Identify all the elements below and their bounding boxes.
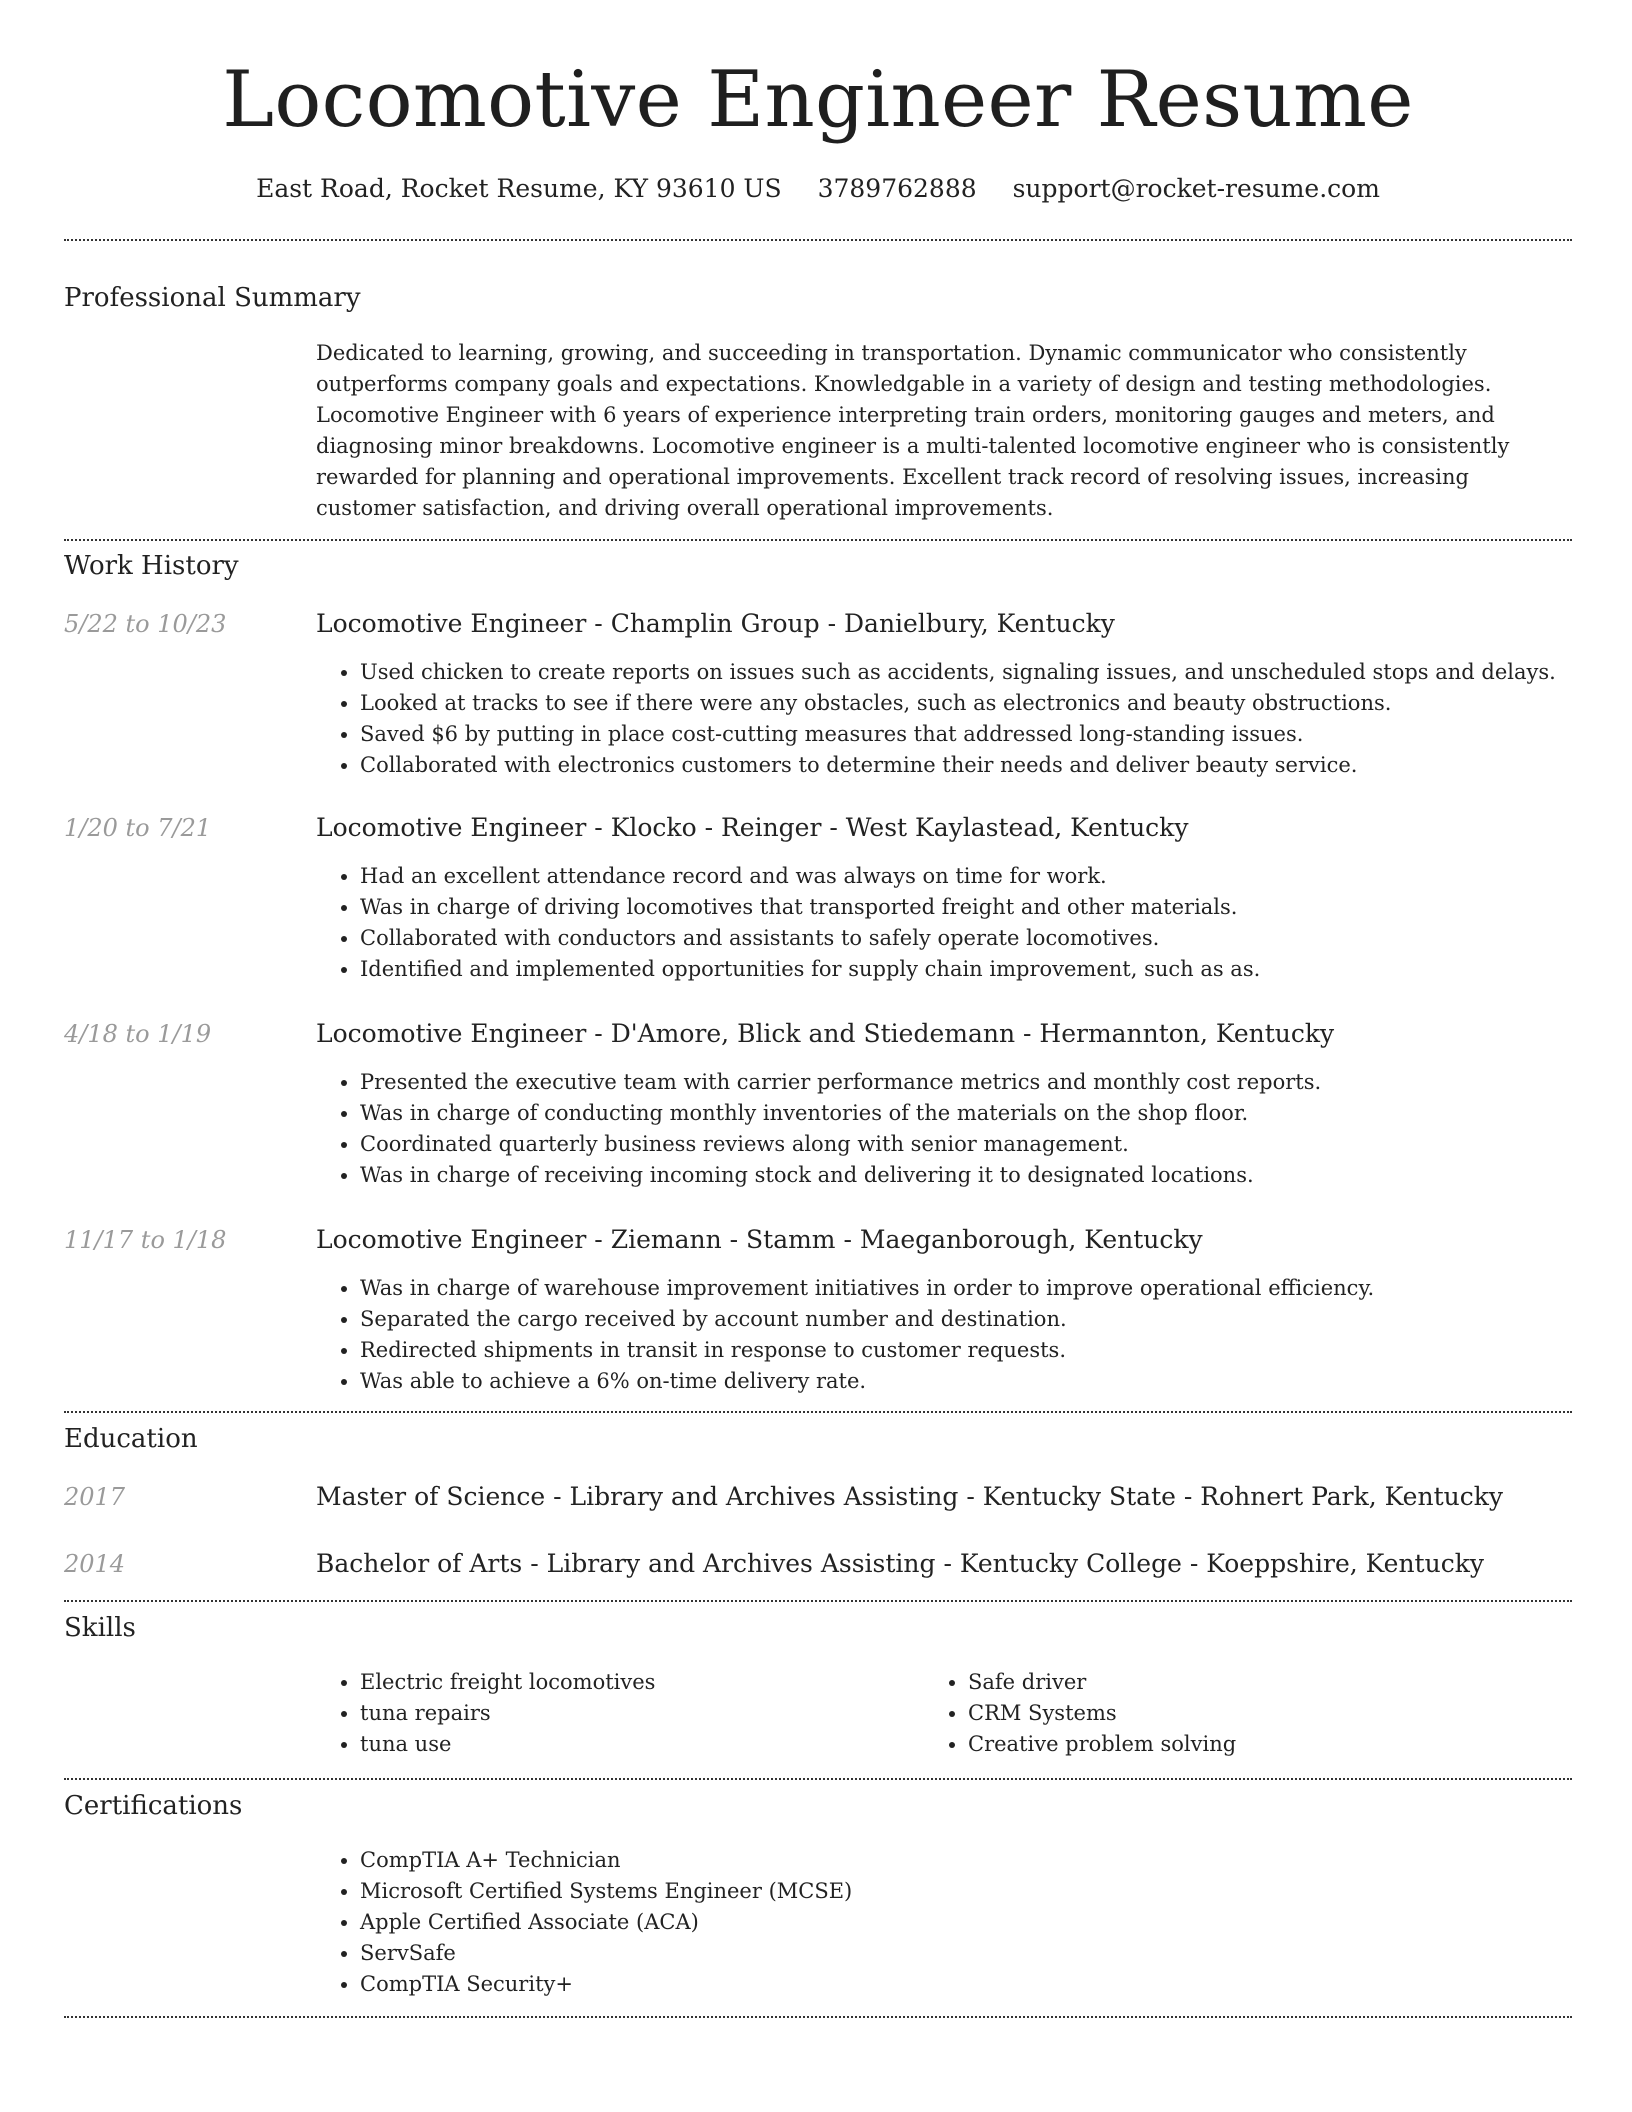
job-title: Locomotive Engineer - Champlin Group - Danielbury, Kentucky [316, 609, 1115, 638]
job-dates: 11/17 to 1/18 [64, 1226, 227, 1254]
job-title: Locomotive Engineer - Ziemann - Stamm - Maeganborough, Kentucky [316, 1225, 1203, 1254]
list-item: • Was in charge of conducting monthly inventories of the materials on the shop floor. [360, 1098, 1321, 1129]
list-item: • CRM Systems [968, 1698, 1236, 1729]
contact-address: East Road, Rocket Resume, KY 93610 US [256, 174, 782, 203]
list-item: • Saved $6 by putting in place cost-cutting measures that addressed long-standing issues. [360, 719, 1556, 750]
certifications-heading: Certifications [64, 1791, 243, 1821]
list-item: • CompTIA A+ Technician [360, 1845, 852, 1876]
section-divider [64, 2016, 1572, 2018]
job-bullets [316, 861, 1260, 985]
contact-email: support@rocket-resume.com [1012, 174, 1380, 203]
skills-list-left [316, 1667, 655, 1760]
list-item: • tuna repairs [360, 1698, 655, 1729]
job-title: Locomotive Engineer - Klocko - Reinger - West Kaylastead, Kentucky [316, 813, 1189, 842]
job-dates: 4/18 to 1/19 [64, 1020, 212, 1048]
section-divider [64, 1411, 1572, 1413]
list-item: • Was able to achieve a 6% on-time delivery rate. [360, 1366, 1374, 1397]
list-item: • Was in charge of driving locomotives that transported freight and other materials. [360, 892, 1260, 923]
job-title: Locomotive Engineer - D'Amore, Blick and Stiedemann - Hermannton, Kentucky [316, 1019, 1335, 1048]
list-item: • Collaborated with conductors and assistants to safely operate locomotives. [360, 923, 1260, 954]
list-item: • ServSafe [360, 1938, 852, 1969]
list-item: • Coordinated quarterly business reviews along with senior management. [360, 1129, 1321, 1160]
list-item: • Redirected shipments in transit in response to customer requests. [360, 1335, 1374, 1366]
list-item: • Collaborated with electronics customers to determine their needs and deliver beauty service. [360, 750, 1556, 781]
list-item: • Used chicken to create reports on issues such as accidents, signaling issues, and unscheduled stops and delays. [360, 657, 1556, 688]
education-heading: Education [64, 1424, 198, 1454]
list-item: • Had an excellent attendance record and was always on time for work. [360, 861, 1260, 892]
list-item: • Electric freight locomotives [360, 1667, 655, 1698]
contact-line [64, 172, 1572, 206]
job-bullets [316, 1273, 1374, 1397]
certifications-list [316, 1845, 852, 2000]
skills-heading: Skills [64, 1613, 136, 1643]
list-item: • Looked at tracks to see if there were any obstacles, such as electronics and beauty obstructions. [360, 688, 1556, 719]
education-degree: Master of Science - Library and Archives Assisting - Kentucky State - Rohnert Park, Kentucky [316, 1482, 1503, 1511]
list-item: • Apple Certified Associate (ACA) [360, 1907, 852, 1938]
job-dates: 1/20 to 7/21 [64, 814, 212, 842]
job-bullets [316, 1067, 1321, 1191]
list-item: • tuna use [360, 1729, 655, 1760]
education-degree: Bachelor of Arts - Library and Archives Assisting - Kentucky College - Koeppshire, Kentucky [316, 1549, 1484, 1578]
list-item: • Was in charge of warehouse improvement initiatives in order to improve operational efficiency. [360, 1273, 1374, 1304]
list-item: • Creative problem solving [968, 1729, 1236, 1760]
job-bullets [316, 657, 1556, 781]
list-item: • Presented the executive team with carrier performance metrics and monthly cost reports. [360, 1067, 1321, 1098]
list-item: • Was in charge of receiving incoming stock and delivering it to designated locations. [360, 1160, 1321, 1191]
section-divider [64, 239, 1572, 241]
education-year: 2017 [64, 1483, 126, 1511]
list-item: • Microsoft Certified Systems Engineer (MCSE) [360, 1876, 852, 1907]
work-history-heading: Work History [64, 551, 239, 581]
summary-text: Dedicated to learning, growing, and succeeding in transportation. Dynamic communicator who consistently outperforms company goals and expectations. Knowledgable in a variety of design and testing methodologies. Locomotive Engineer with 6 years of experience interpreting train orders, monitoring gauges and meters, and diagnosing minor breakdowns. Locomotive engineer is a multi-talented locomotive engineer who is consistently rewarded for planning and operational improvements. Excellent track record of resolving issues, increasing customer satisfaction, and driving overall operational improvements. [316, 341, 1510, 520]
skills-list-right [924, 1667, 1236, 1760]
list-item: • Safe driver [968, 1667, 1236, 1698]
section-divider [64, 539, 1572, 541]
list-item: • CompTIA Security+ [360, 1969, 852, 2000]
section-divider [64, 1600, 1572, 1602]
section-divider [64, 1778, 1572, 1780]
job-dates: 5/22 to 10/23 [64, 610, 227, 638]
summary-heading: Professional Summary [64, 283, 361, 313]
list-item: • Identified and implemented opportunities for supply chain improvement, such as as. [360, 954, 1260, 985]
contact-phone: 3789762888 [817, 174, 977, 203]
education-year: 2014 [64, 1550, 126, 1578]
list-item: • Separated the cargo received by account number and destination. [360, 1304, 1374, 1335]
resume-title: Locomotive Engineer Resume [222, 55, 1414, 145]
